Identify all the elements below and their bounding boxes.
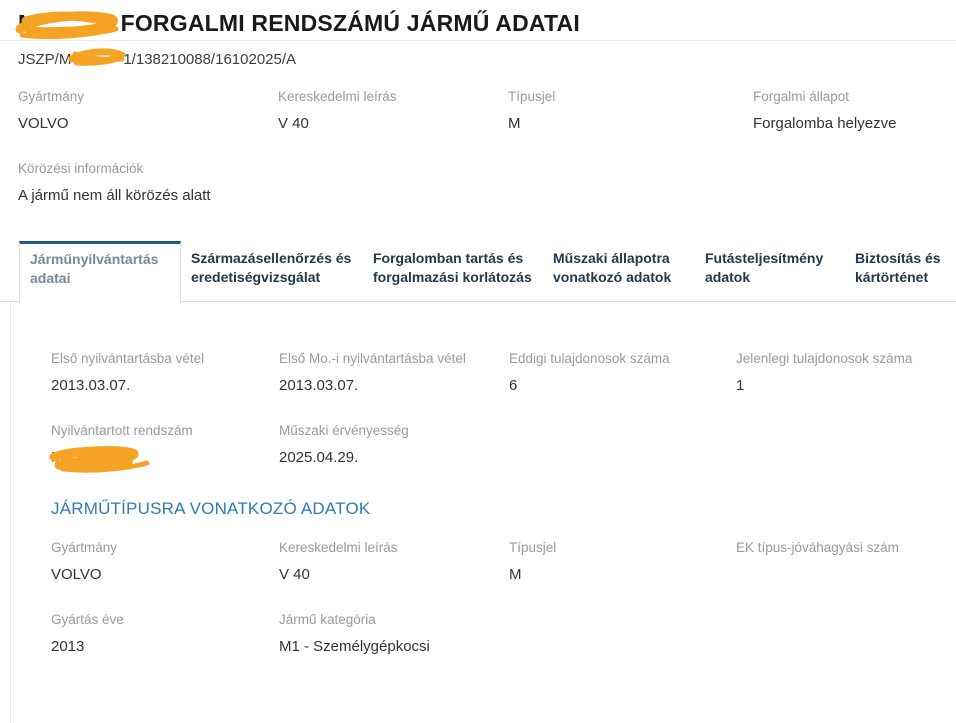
redacted-reference-part (71, 48, 123, 64)
field-label: Gyártmány (51, 540, 118, 555)
tab-biztositas-kartortenet[interactable] (845, 241, 955, 301)
field-value: M (509, 566, 522, 583)
field-label: Körözési információk (18, 161, 144, 176)
field-value: 2013 (51, 638, 85, 655)
summary-field-tipusjel (508, 88, 753, 133)
field-gyartas-eve (51, 611, 279, 656)
field-value: VOLVO (51, 566, 102, 583)
field-label: Műszaki érvényesség (279, 423, 409, 438)
redacted-plate-value (51, 448, 191, 472)
vehicle-type-row-2 (51, 611, 956, 656)
field-label: Jármű kategória (279, 612, 376, 627)
field-eddigi-tulajdonosok (509, 350, 736, 395)
field-label: Típusjel (509, 540, 557, 555)
field-value: 1 (736, 377, 745, 394)
field-jelenlegi-tulajdonosok (736, 350, 956, 395)
tab-muszaki-allapot[interactable] (543, 241, 695, 301)
registration-row-2 (51, 422, 956, 472)
tab-szarmazasellenorzes[interactable] (181, 241, 363, 301)
field-elso-moi-nyilvantartasba-vetel (279, 350, 509, 395)
field-value: M (508, 115, 521, 132)
field-label: Jelenlegi tulajdonosok száma (736, 351, 913, 366)
page-header (0, 0, 956, 41)
field-label: Forgalmi állapot (753, 89, 850, 104)
section-heading-jarmutipus: JÁRMŰTÍPUSRA VONATKOZÓ ADATOK (51, 499, 371, 518)
tab-bar (0, 241, 956, 302)
field-label: Első nyilvántartásba vétel (51, 351, 205, 366)
vehicle-type-row-1 (51, 539, 956, 584)
redaction-scribble (67, 46, 127, 68)
field-label: Nyilvántartott rendszám (51, 423, 193, 438)
vehicle-summary (0, 70, 956, 133)
plate-fragment: M (51, 449, 64, 466)
tab-label: Származásellenőrzés és eredetiségvizsgálat (191, 250, 352, 285)
tab-label: Műszaki állapotra vonatkozó adatok (553, 250, 672, 285)
field-value: 2013.03.07. (279, 377, 359, 394)
summary-field-forgalmi-allapot (753, 88, 946, 133)
field-label: Eddigi tulajdonosok száma (509, 351, 670, 366)
field-value: V 40 (279, 566, 310, 583)
tab-label: Futásteljesítmény adatok (705, 250, 824, 285)
field-tipusjel (509, 539, 736, 584)
field-ek-tipus-jovahagyasi-szam (736, 539, 956, 584)
tab-label: Biztosítás és kártörténet (855, 250, 941, 285)
field-label: Gyártás éve (51, 612, 124, 627)
field-value: V 40 (278, 115, 309, 132)
field-value: M1 - Személygépkocsi (279, 638, 430, 655)
tab-panel-registry-data (10, 302, 956, 723)
reference-number (0, 41, 956, 70)
field-value: 6 (509, 377, 518, 394)
summary-field-kereskedelmi-leiras (278, 88, 508, 133)
field-nyilvantartott-rendszam (51, 422, 279, 472)
field-kereskedelmi-leiras (279, 539, 509, 584)
reference-suffix: 1/138210088/16102025/A (123, 51, 297, 68)
field-muszaki-ervenyesseg (279, 422, 509, 472)
redacted-plate-in-title (18, 9, 114, 37)
redaction-scribble (47, 445, 157, 475)
field-value: 2025.04.29. (279, 449, 359, 466)
field-label: Típusjel (508, 89, 556, 104)
field-label: Kereskedelmi leírás (278, 89, 397, 104)
page-title (18, 9, 956, 40)
tab-label: Forgalomban tartás és forgalmazási korlátozás (373, 250, 532, 285)
field-value: A jármű nem áll körözés alatt (18, 187, 211, 204)
field-gyartmany (51, 539, 279, 584)
wanted-info-block (0, 133, 956, 205)
page-title-text: FORGALMI RENDSZÁMÚ JÁRMŰ ADATAI (120, 10, 580, 36)
tab-forgalomban-tartas[interactable] (363, 241, 543, 301)
tab-jarmunyilvantartas-adatai[interactable] (19, 241, 181, 302)
field-label: Első Mo.-i nyilvántartásba vétel (279, 351, 466, 366)
field-label: Gyártmány (18, 89, 85, 104)
tab-futasteljesitmeny[interactable] (695, 241, 845, 301)
field-jarmu-kategoria (279, 611, 509, 656)
field-value: 2013.03.07. (51, 377, 131, 394)
plate-fragment: M (18, 10, 38, 36)
tab-label: Járműnyilvántartás adatai (30, 251, 159, 286)
field-elso-nyilvantartasba-vetel (51, 350, 279, 395)
reference-prefix: JSZP/M (18, 51, 72, 68)
field-label: Kereskedelmi leírás (279, 540, 398, 555)
summary-field-gyartmany (18, 88, 278, 133)
field-label: EK típus-jóváhagyási szám (736, 540, 899, 555)
field-value: Forgalomba helyezve (753, 115, 897, 132)
registration-row-1 (51, 350, 956, 395)
field-value: VOLVO (18, 115, 69, 132)
